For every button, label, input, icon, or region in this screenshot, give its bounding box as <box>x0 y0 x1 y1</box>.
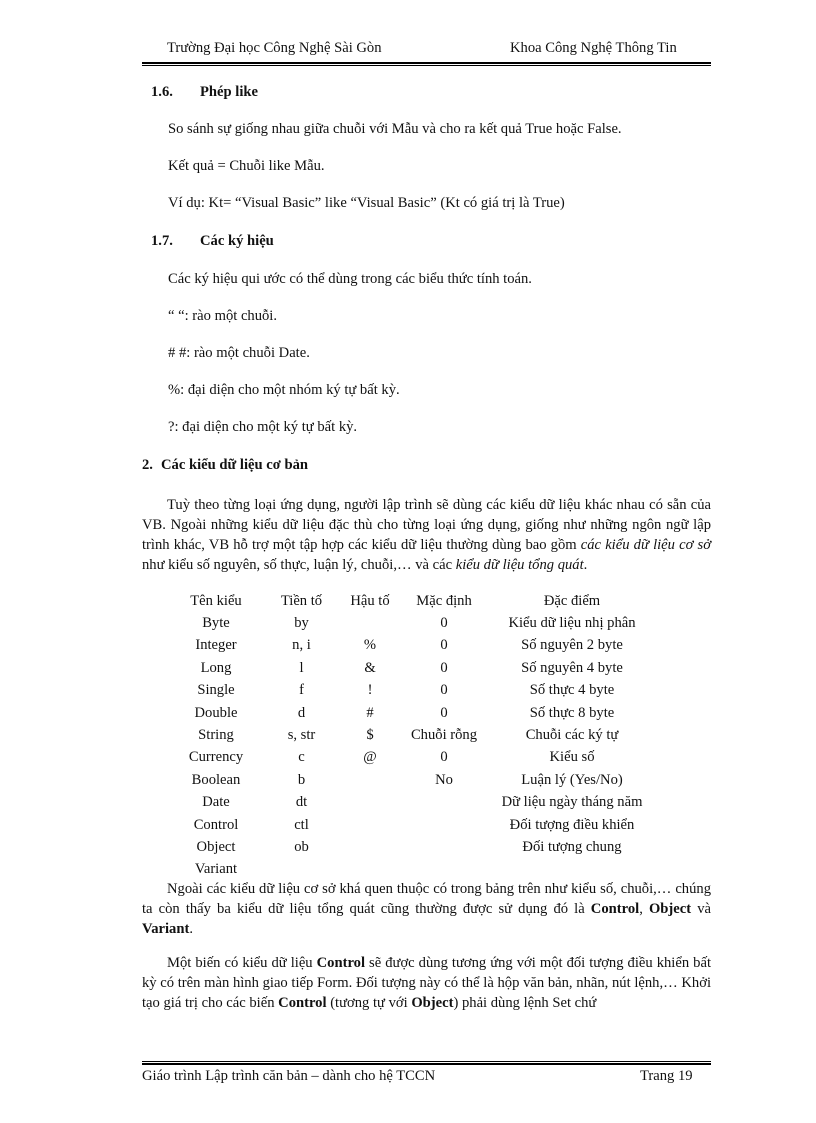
table-cell: Số thực 4 byte <box>529 682 615 699</box>
text: , <box>639 901 649 917</box>
text: ) phải dùng lệnh Set chứ <box>453 995 597 1011</box>
bold-term: Control <box>316 955 366 971</box>
table-header-row <box>168 590 657 612</box>
table-cell: Đối tượng chung <box>522 838 622 855</box>
table-cell: b <box>297 771 306 788</box>
header-cell: Đặc điểm <box>543 592 601 609</box>
table-cell: n, i <box>292 637 311 654</box>
table-cell: & <box>364 659 376 676</box>
table-cell <box>401 859 487 881</box>
table-cell <box>339 792 401 814</box>
table-cell <box>264 859 339 881</box>
table-cell: 0 <box>440 615 448 632</box>
list-item: %: đại diện cho một nhóm ký tự bất kỳ. <box>168 382 400 398</box>
table-cell: by <box>294 615 309 632</box>
text: Một biến có kiểu dữ liệu <box>167 955 317 971</box>
text: sẽ được dùng tương ứng với một đối tượng điều khiển bất kỳ có trên màn hình giao tiếp Form. Đối tượng này có thể là hộp văn bản, nhãn, nút lệnh,… Khởi tạo giá trị cho các biến <box>142 955 711 1011</box>
table-row <box>168 657 657 679</box>
list-item: Các ký hiệu qui ước có thể dùng trong các biểu thức tính toán. <box>168 271 532 287</box>
table-cell: Đối tượng điều khiển <box>509 816 635 833</box>
text: . <box>189 921 193 937</box>
section-title: Các kiểu dữ liệu cơ bản <box>161 457 308 473</box>
footer-left: Giáo trình Lập trình căn bản – dành cho hệ TCCN <box>142 1068 436 1084</box>
section-1-6-heading <box>151 84 258 101</box>
table-cell: Boolean <box>191 771 241 788</box>
table-row <box>168 769 657 791</box>
bold-term: Object <box>411 995 454 1011</box>
table-cell: No <box>435 771 453 788</box>
table-row <box>168 792 657 814</box>
list-item: # #: rào một chuỗi Date. <box>168 345 310 361</box>
header-rule-thin <box>142 65 711 66</box>
paragraph: Ví dụ: Kt= “Visual Basic” like “Visual Basic” (Kt có giá trị là True) <box>168 195 565 211</box>
section-title: Các ký hiệu <box>200 233 274 249</box>
paragraph-control <box>142 953 711 1013</box>
table-row <box>168 814 657 836</box>
table-cell: Kiểu số <box>549 749 595 766</box>
paragraph-general-types <box>142 879 711 939</box>
table-cell <box>339 836 401 858</box>
table-cell: Object <box>196 838 236 855</box>
text: (tương tự với <box>326 995 412 1011</box>
table-row <box>168 859 657 881</box>
footer-page-number: Trang 19 <box>640 1068 693 1084</box>
intro-text-b: như kiểu số nguyên, số thực, luận lý, chuỗi,… và các <box>142 557 456 573</box>
table-cell: # <box>366 704 374 721</box>
table-cell: 0 <box>440 637 448 654</box>
header-rule <box>142 62 711 64</box>
table-cell <box>487 859 657 881</box>
table-cell: 0 <box>440 682 448 699</box>
bold-term: Object <box>648 901 692 917</box>
intro-text-a: Tuỳ theo từng loại ứng dụng, người lập trình sẽ dùng các kiểu dữ liệu khác nhau có sẵn của VB. Ngoài những kiểu dữ liệu đặc thù cho từng loại ứng dụng, giống như những ngôn ngữ lập trình khác, VB hỗ trợ một tập hợp các kiểu dữ liệu thường dùng bao gồm <box>142 497 711 553</box>
table-cell: Single <box>197 682 235 699</box>
text: và <box>691 901 711 917</box>
table-cell: f <box>299 682 304 699</box>
table-cell: c <box>298 749 305 766</box>
table-row <box>168 747 657 769</box>
table-cell: Control <box>193 816 239 833</box>
table-cell: Số nguyên 4 byte <box>521 659 623 676</box>
intro-paragraph <box>142 495 711 575</box>
table-cell <box>339 859 401 881</box>
table-cell: Kiểu dữ liệu nhị phân <box>508 615 636 632</box>
table-cell: Long <box>200 659 232 676</box>
table-cell: ! <box>367 682 373 699</box>
table-cell: Chuỗi rỗng <box>410 727 478 744</box>
header-cell: Mặc định <box>416 592 472 609</box>
bold-term: Control <box>590 901 640 917</box>
table-row <box>168 702 657 724</box>
intro-text-c: . <box>583 557 588 573</box>
table-cell: ctl <box>294 816 309 833</box>
table-cell: dt <box>295 794 308 811</box>
text: Ngoài các kiểu dữ liệu cơ sở khá quen thuộc có trong bảng trên như kiểu số, chuỗi,… chúng ta còn thấy ba kiểu dữ liệu tổng quát cũng thường được sử dụng đó là <box>142 881 711 917</box>
table-cell <box>339 769 401 791</box>
table-cell: Byte <box>202 615 230 632</box>
table-cell: l <box>299 659 304 676</box>
footer-rule <box>142 1063 711 1065</box>
table-row <box>168 612 657 634</box>
table-cell: Integer <box>195 637 237 654</box>
section-number: 2. <box>142 457 153 473</box>
section-number: 1.7. <box>151 233 173 249</box>
bold-term: Variant <box>142 921 190 937</box>
table-cell: Dữ liệu ngày tháng năm <box>501 794 643 811</box>
intro-emphasis-1: các kiểu dữ liệu cơ sở <box>580 537 711 553</box>
table-cell: s, str <box>287 727 316 744</box>
table-cell <box>339 814 401 836</box>
section-number: 1.6. <box>151 84 173 100</box>
section-title: Phép like <box>200 84 258 100</box>
table-cell: Double <box>194 704 238 721</box>
table-cell: Chuỗi các ký tự <box>525 727 619 744</box>
table-cell: 0 <box>440 659 448 676</box>
paragraph: Kết quả = Chuỗi like Mẫu. <box>168 158 325 174</box>
data-types-table <box>168 590 657 881</box>
header-left: Trường Đại học Công Nghệ Sài Gòn <box>167 40 382 56</box>
table-cell: Date <box>202 794 230 811</box>
table-cell: @ <box>363 749 377 766</box>
list-item: ?: đại diện cho một ký tự bất kỳ. <box>168 419 358 435</box>
section-2-heading <box>142 457 308 474</box>
table-cell: Variant <box>194 861 238 878</box>
bold-term: Control <box>278 995 327 1011</box>
header-cell: Tên kiểu <box>190 592 242 609</box>
table-cell: 0 <box>440 749 448 766</box>
table-cell <box>401 792 487 814</box>
table-cell: $ <box>366 727 374 744</box>
header-right: Khoa Công Nghệ Thông Tin <box>510 40 677 56</box>
table-cell: Số nguyên 2 byte <box>521 637 623 654</box>
table-row <box>168 836 657 858</box>
header-cell: Tiền tố <box>280 592 323 609</box>
table-row <box>168 724 657 746</box>
table-cell <box>339 612 401 634</box>
table-cell: d <box>297 704 306 721</box>
header-cell: Hậu tố <box>350 592 390 609</box>
table-cell: Số thực 8 byte <box>529 704 615 721</box>
list-item: “ “: rào một chuỗi. <box>168 308 278 324</box>
table-cell: Luận lý (Yes/No) <box>521 771 623 788</box>
table-row <box>168 635 657 657</box>
table-cell: 0 <box>440 704 448 721</box>
table-row <box>168 680 657 702</box>
table-cell: % <box>363 637 377 654</box>
footer-rule-thin <box>142 1061 711 1062</box>
table-cell <box>401 814 487 836</box>
table-cell: Currency <box>188 749 244 766</box>
table-cell <box>401 836 487 858</box>
section-1-7-heading <box>151 233 274 250</box>
paragraph: So sánh sự giống nhau giữa chuỗi với Mẫu và cho ra kết quả True hoặc False. <box>168 121 622 137</box>
table-cell: ob <box>294 838 309 855</box>
intro-emphasis-2: kiểu dữ liệu tổng quát <box>455 557 584 573</box>
table-cell: String <box>198 727 234 744</box>
